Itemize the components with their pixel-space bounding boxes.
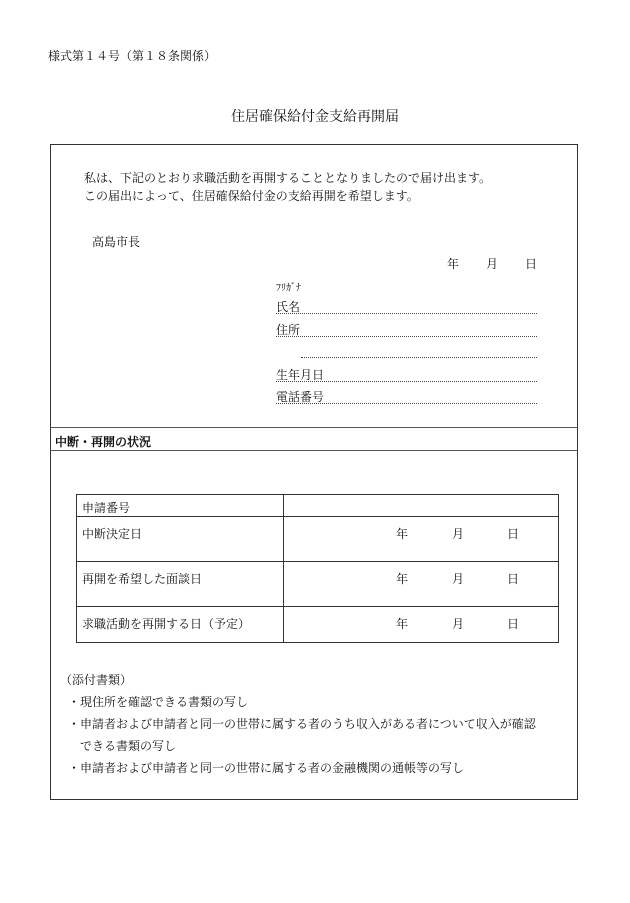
addressee: 高島市長 bbox=[92, 235, 141, 249]
date-day-label: 日 bbox=[525, 257, 538, 271]
phone-label: 電話番号 bbox=[276, 390, 325, 404]
attachments-heading: （添付書類） bbox=[60, 673, 133, 687]
table-cell-label: 中断決定日 bbox=[77, 517, 284, 562]
table-row-restart-date bbox=[77, 607, 559, 643]
restart-date-field[interactable] bbox=[284, 607, 559, 643]
year-label: 年 bbox=[396, 572, 409, 586]
form-number: 様式第１４号（第１８条関係） bbox=[48, 49, 217, 63]
form-title: 住居確保給付金支給再開届 bbox=[231, 109, 399, 125]
day-label: 日 bbox=[507, 527, 520, 541]
section-divider-top bbox=[50, 427, 578, 428]
attachment-item: できる書類の写し bbox=[68, 739, 177, 753]
year-label: 年 bbox=[396, 527, 409, 541]
suspension-date-field[interactable] bbox=[284, 517, 559, 562]
year-label: 年 bbox=[396, 617, 409, 631]
status-table bbox=[76, 494, 559, 643]
table-row-interview-date bbox=[77, 562, 559, 607]
table-row-suspension-date bbox=[77, 517, 559, 562]
table-cell-label: 再開を希望した面談日 bbox=[77, 562, 284, 607]
address-label: 住所 bbox=[276, 323, 301, 337]
day-label: 日 bbox=[507, 617, 520, 631]
application-number-field[interactable] bbox=[284, 495, 559, 517]
name-field[interactable] bbox=[276, 313, 537, 314]
address-field-line-2[interactable] bbox=[301, 357, 537, 358]
date-month-label: 月 bbox=[486, 257, 499, 271]
section-title: 中断・再開の状況 bbox=[55, 435, 152, 449]
day-label: 日 bbox=[507, 572, 520, 586]
section-divider-bottom bbox=[50, 450, 578, 451]
date-year-label: 年 bbox=[447, 257, 460, 271]
furigana-label: ﾌﾘｶﾞﾅ bbox=[276, 283, 301, 294]
month-label: 月 bbox=[452, 617, 465, 631]
attachment-item: ・現住所を確認できる書類の写し bbox=[68, 695, 249, 709]
attachment-item: ・申請者および申請者と同一の世帯に属する者のうち収入がある者について収入が確認 bbox=[68, 717, 536, 731]
month-label: 月 bbox=[452, 527, 465, 541]
phone-field[interactable] bbox=[276, 403, 537, 404]
intro-line-2: この届出によって、住居確保給付金の支給再開を希望します。 bbox=[84, 189, 419, 203]
table-cell-label: 申請番号 bbox=[77, 495, 284, 517]
intro-line-1: 私は、下記のとおり求職活動を再開することとなりましたので届け出ます。 bbox=[84, 171, 492, 185]
birthdate-field[interactable] bbox=[276, 381, 537, 382]
month-label: 月 bbox=[452, 572, 465, 586]
table-row-application-number bbox=[77, 495, 559, 517]
birthdate-label: 生年月日 bbox=[276, 368, 325, 382]
name-label: 氏名 bbox=[276, 300, 301, 314]
interview-date-field[interactable] bbox=[284, 562, 559, 607]
attachment-item: ・申請者および申請者と同一の世帯に属する者の金融機関の通帳等の写し bbox=[68, 761, 465, 775]
address-field[interactable] bbox=[276, 336, 537, 337]
table-cell-label: 求職活動を再開する日（予定） bbox=[77, 607, 284, 643]
